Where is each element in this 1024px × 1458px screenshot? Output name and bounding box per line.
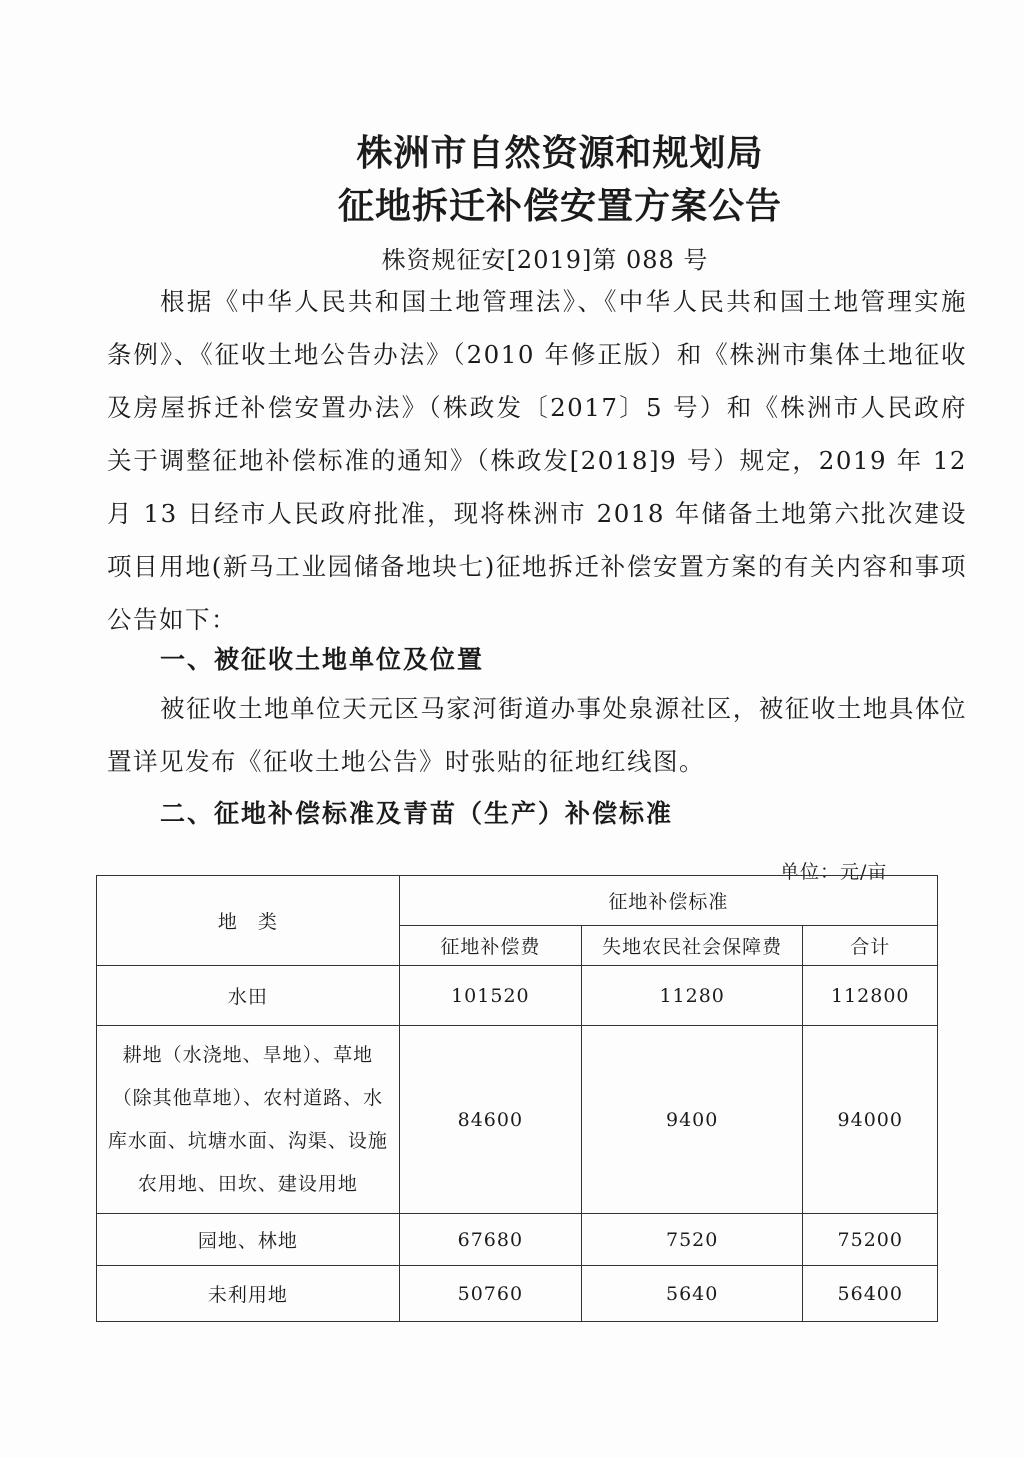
section-1-heading: 一、被征收土地单位及位置 [160,645,485,674]
unit-label: 单位：元/亩 [780,861,888,883]
header-land-type: 地 类 [97,876,400,966]
social-cell: 9400 [581,1026,803,1214]
total-cell: 112800 [803,966,938,1026]
social-cell: 5640 [581,1266,803,1322]
land-type-cell: 园地、林地 [97,1214,400,1266]
section-2-heading: 二、征地补偿标准及青苗（生产）补偿标准 [160,799,674,828]
document-number: 株资规征安[2019]第 088 号 [381,246,709,274]
fee-cell: 50760 [399,1266,581,1322]
table-row [97,1026,938,1214]
compensation-table [96,875,938,1322]
intro-paragraph: 根据《中华人民共和国土地管理法》、《中华人民共和国土地管理实施条例》、《征收土地公告办法》（2010 年修正版）和《株洲市集体土地征收及房屋拆迁补偿安置办法》（株政发〔2017〕5 号）和《株洲市人民政府关于调整征地补偿标准的通知》（株政发[2018]9 号）规定，2019 年 12 月 13 日经市人民政府批准，现将株洲市 2018 年储备土地第六批次建设项目用地(新马工业园储备地块七)征地拆迁补偿安置方案的有关内容和事项公告如下： [107,287,967,634]
table-header-row [97,876,938,926]
title-line-1: 株洲市自然资源和规划局 [356,132,764,174]
header-social-security: 失地农民社会保障费 [581,926,803,966]
total-cell: 56400 [803,1266,938,1322]
total-cell: 75200 [803,1214,938,1266]
header-total: 合计 [803,926,938,966]
social-cell: 11280 [581,966,803,1026]
fee-cell: 101520 [399,966,581,1026]
land-type-cell: 耕地（水浇地、旱地）、草地（除其他草地）、农村道路、水库水面、坑塘水面、沟渠、设施农用地、田坎、建设用地 [97,1026,400,1214]
header-compensation-standard: 征地补偿标准 [399,876,937,926]
header-fee: 征地补偿费 [399,926,581,966]
land-type-cell: 未利用地 [97,1266,400,1322]
fee-cell: 67680 [399,1214,581,1266]
land-type-cell: 水田 [97,966,400,1026]
title-line-2: 征地拆迁补偿安置方案公告 [337,185,782,227]
table-row [97,1266,938,1322]
total-cell: 94000 [803,1026,938,1214]
table-row [97,966,938,1026]
fee-cell: 84600 [399,1026,581,1214]
social-cell: 7520 [581,1214,803,1266]
table-row [97,1214,938,1266]
section-1-text: 被征收土地单位天元区马家河街道办事处泉源社区，被征收土地具体位置详见发布《征收土地公告》时张贴的征地红线图。 [107,694,967,776]
